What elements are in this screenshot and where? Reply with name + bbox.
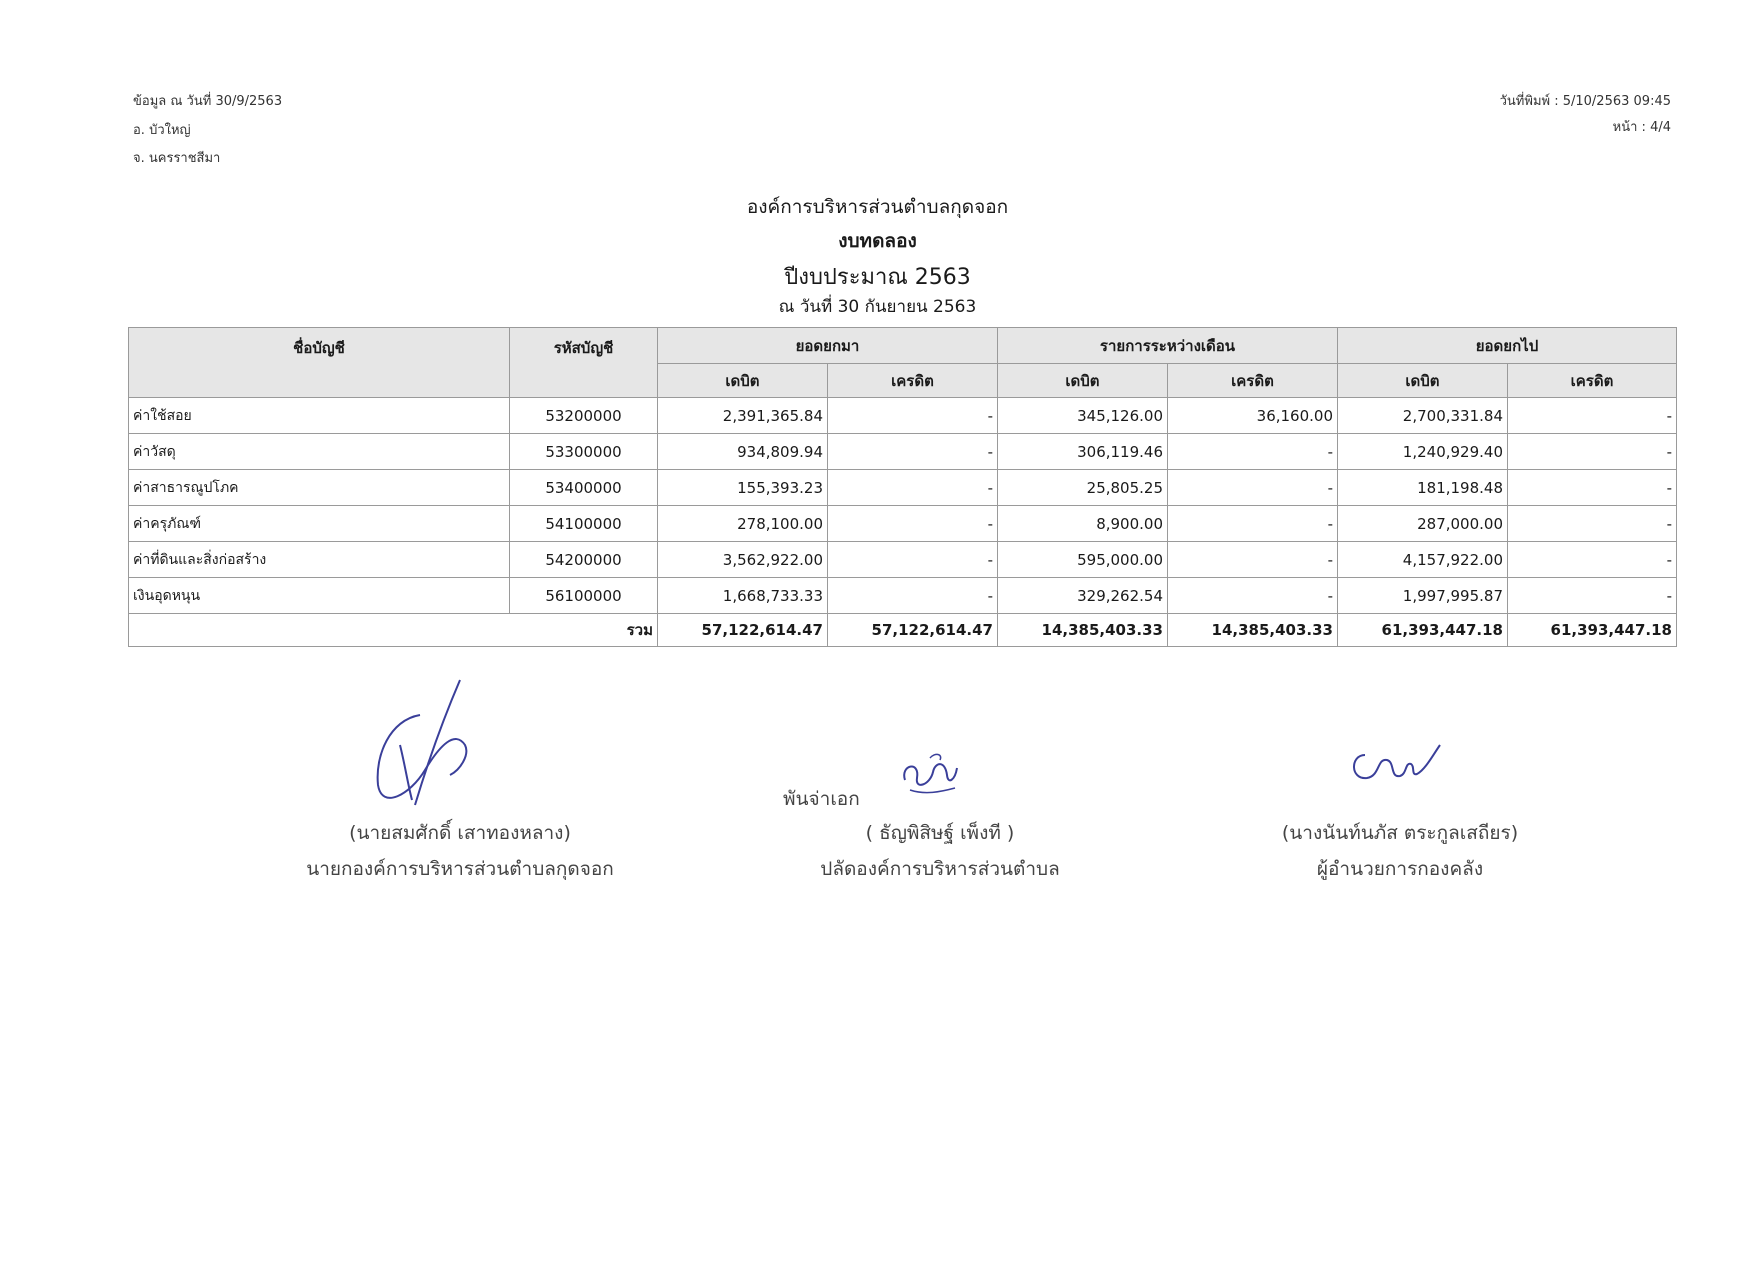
header-debit: เดบิต: [998, 364, 1168, 398]
month-credit: -: [1168, 470, 1338, 506]
account-code: 53200000: [510, 398, 658, 434]
header-credit: เครดิต: [1508, 364, 1677, 398]
page-number: หน้า : 4/4: [1612, 120, 1671, 135]
header-credit: เครดิต: [1168, 364, 1338, 398]
bf-credit: -: [828, 578, 998, 614]
district: อ. บัวใหญ่: [133, 123, 191, 138]
bf-debit: 3,562,922.00: [658, 542, 828, 578]
signatory-position: นายกองค์การบริหารส่วนตำบลกุดจอก: [306, 858, 614, 880]
bf-credit: -: [828, 542, 998, 578]
header-brought-forward: ยอดยกมา: [658, 328, 998, 364]
bf-debit: 2,391,365.84: [658, 398, 828, 434]
signature-center: [895, 750, 965, 800]
cf-debit: 287,000.00: [1338, 506, 1508, 542]
signature-right: [1345, 740, 1445, 790]
cf-credit: -: [1508, 398, 1677, 434]
month-debit: 329,262.54: [998, 578, 1168, 614]
month-credit: -: [1168, 506, 1338, 542]
signatory-position: ปลัดองค์การบริหารส่วนตำบล: [820, 858, 1060, 880]
table-row: [129, 506, 1677, 542]
month-debit: 8,900.00: [998, 506, 1168, 542]
fiscal-year: ปีงบประมาณ 2563: [784, 265, 971, 290]
cf-debit: 1,240,929.40: [1338, 434, 1508, 470]
cf-debit: 2,700,331.84: [1338, 398, 1508, 434]
month-credit: 36,160.00: [1168, 398, 1338, 434]
month-credit: -: [1168, 434, 1338, 470]
month-debit: 345,126.00: [998, 398, 1168, 434]
print-date: วันที่พิมพ์ : 5/10/2563 09:45: [1499, 94, 1671, 109]
month-credit: -: [1168, 542, 1338, 578]
signatory-name: ( ธัญพิสิษฐ์ เพ็งที ): [865, 822, 1015, 844]
org-title: องค์การบริหารส่วนตำบลกุดจอก: [746, 196, 1009, 218]
account-name: ค่าครุภัณฑ์: [129, 506, 510, 542]
signature-left: [360, 675, 480, 815]
cf-credit: -: [1508, 470, 1677, 506]
account-code: 54200000: [510, 542, 658, 578]
total-blank-cell: [129, 614, 510, 647]
header-debit: เดบิต: [1338, 364, 1508, 398]
table-row: [129, 578, 1677, 614]
cf-credit: -: [1508, 434, 1677, 470]
total-month-credit: 14,385,403.33: [1168, 614, 1338, 647]
header-debit: เดบิต: [658, 364, 828, 398]
total-bf-debit: 57,122,614.47: [658, 614, 828, 647]
bf-debit: 934,809.94: [658, 434, 828, 470]
total-cf-credit: 61,393,447.18: [1508, 614, 1677, 647]
signatory-rank: พันจ่าเอก: [783, 788, 860, 810]
table-header-row: [129, 328, 1677, 364]
account-code: 53400000: [510, 470, 658, 506]
trial-balance-table: [128, 327, 1677, 647]
header-carried-forward: ยอดยกไป: [1338, 328, 1677, 364]
account-name: ค่าสาธารณูปโภค: [129, 470, 510, 506]
account-code: 54100000: [510, 506, 658, 542]
cf-credit: -: [1508, 506, 1677, 542]
header-account-name: ชื่อบัญชี: [129, 328, 510, 398]
account-code: 53300000: [510, 434, 658, 470]
cf-debit: 4,157,922.00: [1338, 542, 1508, 578]
account-name: ค่าวัสดุ: [129, 434, 510, 470]
cf-credit: -: [1508, 542, 1677, 578]
as-of-date: ณ วันที่ 30 กันยายน 2563: [778, 297, 977, 317]
bf-credit: -: [828, 398, 998, 434]
month-debit: 25,805.25: [998, 470, 1168, 506]
total-label: รวม: [510, 614, 658, 647]
bf-debit: 1,668,733.33: [658, 578, 828, 614]
month-debit: 595,000.00: [998, 542, 1168, 578]
table-row: [129, 398, 1677, 434]
total-row: [129, 614, 1677, 647]
total-bf-credit: 57,122,614.47: [828, 614, 998, 647]
table-row: [129, 434, 1677, 470]
cf-debit: 1,997,995.87: [1338, 578, 1508, 614]
bf-credit: -: [828, 506, 998, 542]
table-row: [129, 542, 1677, 578]
province: จ. นครราชสีมา: [133, 151, 221, 166]
account-name: ค่าที่ดินและสิ่งก่อสร้าง: [129, 542, 510, 578]
month-credit: -: [1168, 578, 1338, 614]
header-during-month: รายการระหว่างเดือน: [998, 328, 1338, 364]
bf-credit: -: [828, 470, 998, 506]
signatory-position: ผู้อำนวยการกองคลัง: [1316, 858, 1484, 880]
report-title: งบทดลอง: [838, 230, 917, 252]
account-code: 56100000: [510, 578, 658, 614]
total-month-debit: 14,385,403.33: [998, 614, 1168, 647]
month-debit: 306,119.46: [998, 434, 1168, 470]
account-name: เงินอุดหนุน: [129, 578, 510, 614]
account-name: ค่าใช้สอย: [129, 398, 510, 434]
bf-debit: 155,393.23: [658, 470, 828, 506]
bf-credit: -: [828, 434, 998, 470]
signatory-name: (นายสมศักดิ์ เสาทองหลาง): [349, 822, 571, 844]
cf-debit: 181,198.48: [1338, 470, 1508, 506]
table-row: [129, 470, 1677, 506]
signatory-name: (นางนันท์นภัส ตระกูลเสถียร): [1281, 822, 1519, 844]
cf-credit: -: [1508, 578, 1677, 614]
header-credit: เครดิต: [828, 364, 998, 398]
data-date: ข้อมูล ณ วันที่ 30/9/2563: [133, 94, 283, 109]
bf-debit: 278,100.00: [658, 506, 828, 542]
header-account-code: รหัสบัญชี: [510, 328, 658, 398]
total-cf-debit: 61,393,447.18: [1338, 614, 1508, 647]
